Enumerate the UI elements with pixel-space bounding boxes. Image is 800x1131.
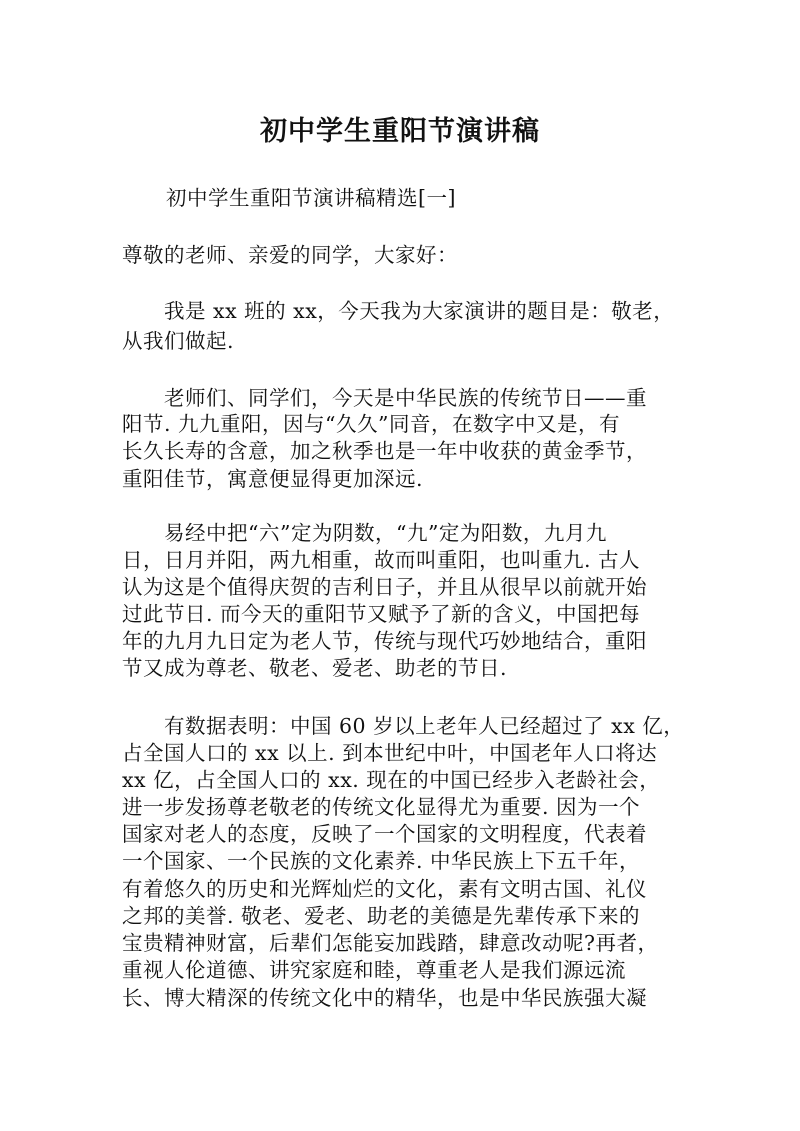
document-title: 初中学生重阳节演讲稿 bbox=[260, 116, 540, 147]
paragraph-4-line-8: 之邦的美誉. 敬老、爱老、助老的美德是先辈传承下来的 bbox=[122, 904, 641, 928]
paragraph-3-line-3: 认为这是个值得庆贺的吉利日子，并且从很早以前就开始 bbox=[122, 575, 647, 599]
greeting-line: 尊敬的老师、亲爱的同学，大家好： bbox=[122, 243, 458, 267]
paragraph-3-line-6: 节又成为尊老、敬老、爱老、助老的节日. bbox=[122, 656, 508, 680]
paragraph-1-line-1: 我是 xx 班的 xx，今天我为大家演讲的题目是：敬老， bbox=[164, 299, 675, 323]
paragraph-4-line-7: 有着悠久的历史和光辉灿烂的文化，素有文明古国、礼仪 bbox=[122, 877, 647, 901]
paragraph-4-line-2: 占全国人口的 xx 以上. 到本世纪中叶，中国老年人口将达 bbox=[122, 741, 658, 765]
paragraph-4-line-11: 长、博大精深的传统文化中的精华，也是中华民族强大凝 bbox=[122, 986, 647, 1010]
paragraph-4-line-5: 国家对老人的态度，反映了一个国家的文明程度，代表着 bbox=[122, 822, 647, 846]
paragraph-2-line-3: 长久长寿的含意，加之秋季也是一年中收获的黄金季节， bbox=[122, 439, 647, 463]
paragraph-4-line-4: 进一步发扬尊老敬老的传统文化显得尤为重要. 因为一个 bbox=[122, 795, 641, 819]
paragraph-4-line-1: 有数据表明：中国 60 岁以上老年人已经超过了 xx 亿， bbox=[164, 714, 685, 738]
paragraph-3-line-4: 过此节日. 而今天的重阳节又赋予了新的含义，中国把每 bbox=[122, 602, 641, 626]
paragraph-2-line-4: 重阳佳节，寓意便显得更加深远. bbox=[122, 467, 424, 491]
paragraph-3-line-2: 日，日月并阳，两九相重，故而叫重阳，也叫重九. 古人 bbox=[122, 548, 641, 572]
paragraph-2-line-1: 老师们、同学们，今天是中华民族的传统节日——重 bbox=[164, 386, 647, 410]
paragraph-4-line-9: 宝贵精神财富，后辈们怎能妄加践踏，肆意改动呢?再者， bbox=[122, 931, 659, 955]
subtitle-line: 初中学生重阳节演讲稿精选[一] bbox=[166, 186, 456, 210]
paragraph-3-line-1: 易经中把“六”定为阴数，“九”定为阳数，九月九 bbox=[164, 521, 607, 545]
paragraph-4-line-6: 一个国家、一个民族的文化素养. 中华民族上下五千年， bbox=[122, 849, 641, 873]
paragraph-3-line-5: 年的九月九日定为老人节，传统与现代巧妙地结合，重阳 bbox=[122, 629, 647, 653]
paragraph-2-line-2: 阳节. 九九重阳，因与“久久”同音，在数字中又是，有 bbox=[122, 412, 620, 436]
paragraph-4-line-3: xx 亿，占全国人口的 xx. 现在的中国已经步入老龄社会， bbox=[122, 768, 661, 792]
paragraph-1-line-2: 从我们做起. bbox=[122, 329, 235, 353]
paragraph-4-line-10: 重视人伦道德、讲究家庭和睦，尊重老人是我们源远流 bbox=[122, 958, 626, 982]
